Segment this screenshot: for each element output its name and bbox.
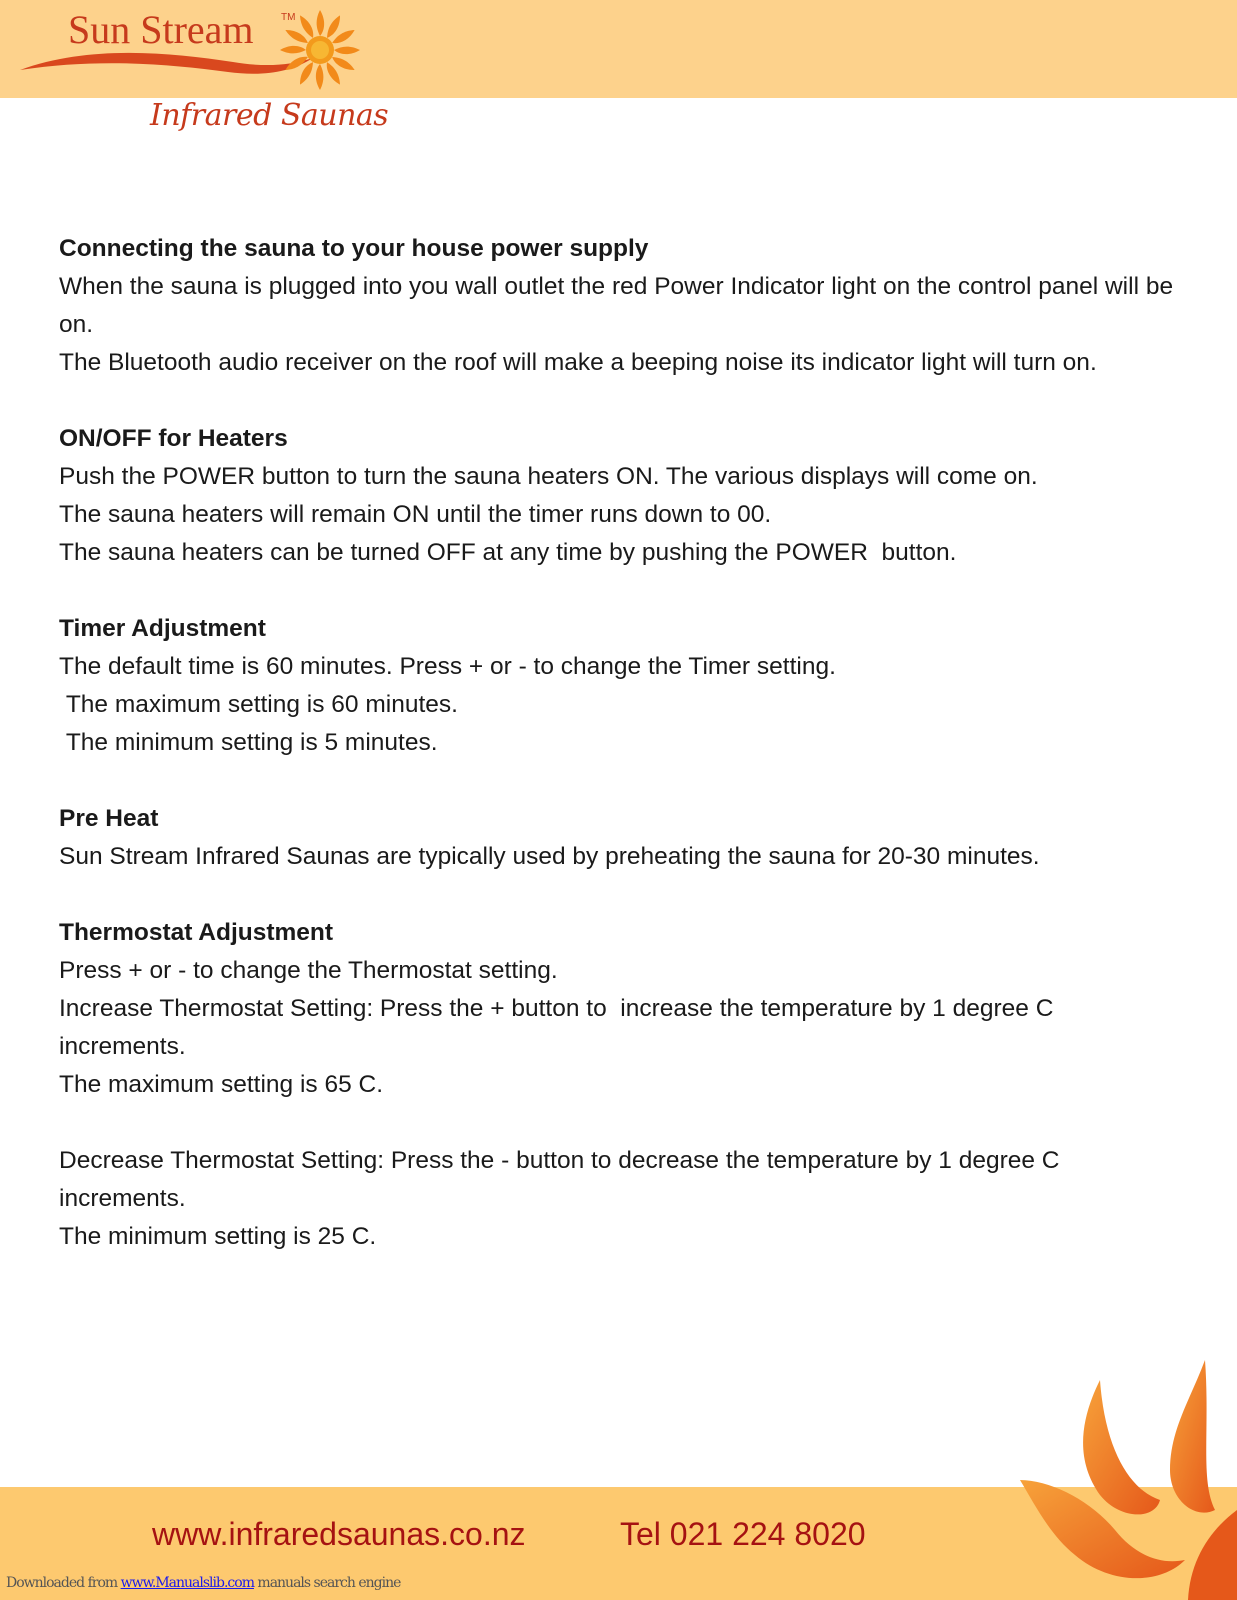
download-notice (6, 1575, 400, 1591)
section-title: Timer Adjustment (59, 615, 266, 642)
paragraph: The sauna heaters can be turned OFF at any time by pushing the POWER button. (59, 539, 957, 566)
paragraph: The minimum setting is 25 C. (59, 1223, 377, 1250)
flame-graphic (1020, 1360, 1237, 1600)
brand-logo (0, 0, 420, 160)
brand-subtitle: Infrared Saunas (150, 98, 389, 133)
trademark-mark: TM (281, 12, 296, 23)
paragraph: Decrease Thermostat Setting: Press the - button to decrease the temperature by 1 degree C increments. (59, 1147, 1067, 1212)
website-link[interactable]: www.infraredsaunas.co.nz (152, 1516, 526, 1552)
section-title: Pre Heat (59, 805, 159, 832)
section-title: Thermostat Adjustment (59, 919, 334, 946)
paragraph: The maximum setting is 65 C. (59, 1071, 384, 1098)
paragraph: Press + or - to change the Thermostat setting. (59, 957, 558, 984)
paragraph: The minimum setting is 5 minutes. (59, 729, 438, 756)
paragraph: The default time is 60 minutes. Press + or - to change the Timer setting. (59, 653, 836, 680)
download-suffix: manuals search engine (253, 1575, 401, 1591)
download-prefix: Downloaded from (6, 1575, 121, 1591)
paragraph: Push the POWER button to turn the sauna heaters ON. The various displays will come on. (59, 463, 1038, 490)
brand-name: Sun Stream (68, 7, 254, 52)
paragraph: The maximum setting is 60 minutes. (59, 691, 458, 718)
document-body (59, 230, 1187, 1256)
phone-number: Tel 021 224 8020 (620, 1516, 866, 1552)
section-title: ON/OFF for Heaters (59, 425, 288, 452)
blank-line (59, 1104, 1179, 1142)
paragraph: When the sauna is plugged into you wall outlet the red Power Indicator light on the control panel will be on. (59, 273, 1187, 338)
section-preheat (59, 800, 1179, 876)
paragraph: The sauna heaters will remain ON until the timer runs down to 00. (59, 501, 772, 528)
manualslib-link[interactable]: www.Manualslib.com (120, 1575, 254, 1591)
paragraph: Increase Thermostat Setting: Press the + button to increase the temperature by 1 degree C increments. (59, 995, 1061, 1060)
section-timer (59, 610, 1179, 762)
paragraph: Sun Stream Infrared Saunas are typically used by preheating the sauna for 20-30 minutes. (59, 843, 1040, 870)
section-title: Connecting the sauna to your house power supply (59, 235, 649, 262)
paragraph: The Bluetooth audio receiver on the roof will make a beeping noise its indicator light will turn on. (59, 349, 1097, 376)
section-heaters (59, 420, 1179, 572)
section-power-supply (59, 230, 1187, 382)
section-thermostat (59, 914, 1179, 1256)
